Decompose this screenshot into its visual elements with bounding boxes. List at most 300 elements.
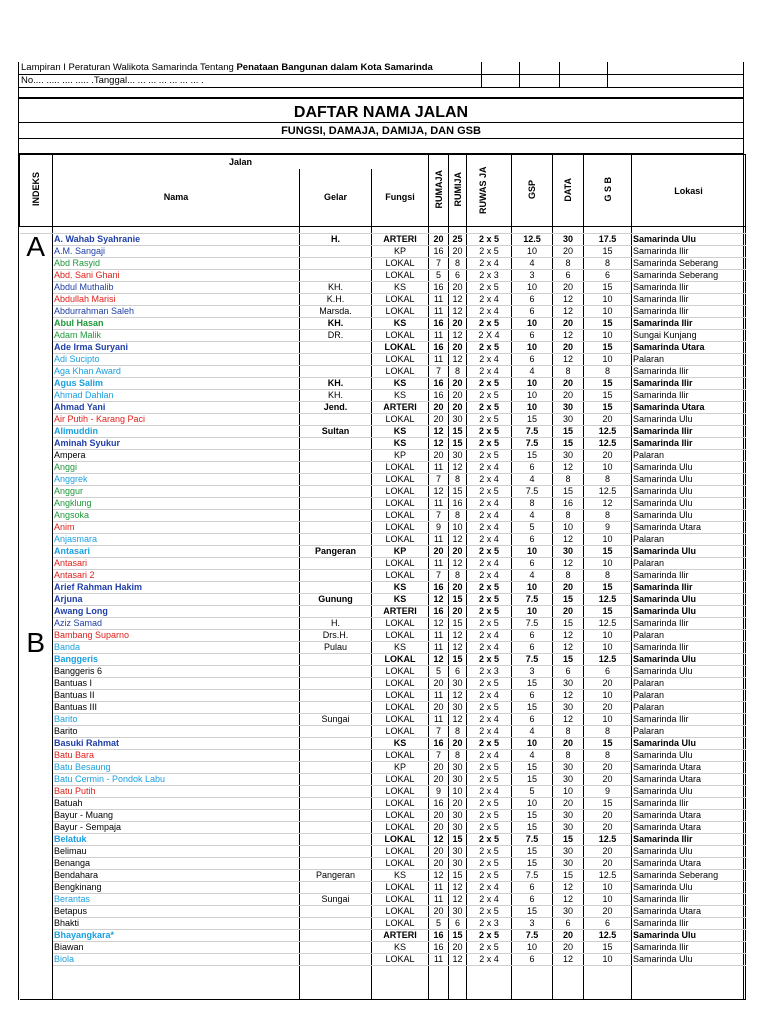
street-title: Drs.H. xyxy=(300,630,372,642)
street-name: Bantuas II xyxy=(53,690,300,702)
street-title: Sungai xyxy=(300,894,372,906)
street-name: Batu Putih xyxy=(53,786,300,798)
data-value: 12 xyxy=(553,558,584,570)
street-function: LOKAL xyxy=(372,918,429,930)
street-title xyxy=(300,690,372,702)
gsp-value: 8 xyxy=(512,498,553,510)
street-title xyxy=(300,786,372,798)
rumija-value: 20 xyxy=(449,378,467,390)
gsp-value: 10 xyxy=(512,318,553,330)
rumaja-value: 16 xyxy=(429,342,449,354)
rumaja-value: 20 xyxy=(429,450,449,462)
rumija-value: 8 xyxy=(449,258,467,270)
street-title xyxy=(300,522,372,534)
rumaja-value: 16 xyxy=(429,390,449,402)
rumija-value: 20 xyxy=(449,582,467,594)
data-value: 30 xyxy=(553,858,584,870)
ruwasja-value: 2 x 4 xyxy=(467,258,512,270)
gsp-value: 10 xyxy=(512,402,553,414)
col-fungsi: Fungsi xyxy=(372,169,429,227)
blank-cell xyxy=(449,966,467,1000)
street-title xyxy=(300,666,372,678)
data-value: 30 xyxy=(553,762,584,774)
location: Samarinda Ilir xyxy=(632,378,746,390)
table-row xyxy=(20,330,746,342)
ruwasja-value: 2 x 3 xyxy=(467,918,512,930)
data-value: 8 xyxy=(553,726,584,738)
rumaja-value: 20 xyxy=(429,846,449,858)
street-function: LOKAL xyxy=(372,522,429,534)
location: Samarinda Ilir xyxy=(632,714,746,726)
blank-cell xyxy=(20,227,53,234)
street-name: Adi Sucipto xyxy=(53,354,300,366)
rumaja-value: 7 xyxy=(429,750,449,762)
ruwasja-value: 2 x 4 xyxy=(467,366,512,378)
street-title xyxy=(300,726,372,738)
rumija-value: 12 xyxy=(449,882,467,894)
gsp-value: 4 xyxy=(512,474,553,486)
ruwasja-value: 2 x 5 xyxy=(467,606,512,618)
rumaja-value: 12 xyxy=(429,618,449,630)
ruwasja-value: 2 x 5 xyxy=(467,846,512,858)
street-rows xyxy=(20,227,746,1000)
location: Samarinda Ulu xyxy=(632,546,746,558)
gsp-value: 6 xyxy=(512,642,553,654)
table-row xyxy=(20,510,746,522)
data-value: 12 xyxy=(553,954,584,966)
rumaja-value: 20 xyxy=(429,858,449,870)
location: Samarinda Ulu xyxy=(632,606,746,618)
location: Samarinda Ulu xyxy=(632,486,746,498)
ruwasja-value: 2 x 5 xyxy=(467,378,512,390)
rumaja-value: 11 xyxy=(429,498,449,510)
street-function: LOKAL xyxy=(372,474,429,486)
street-name: Aminah Syukur xyxy=(53,438,300,450)
gsp-value: 10 xyxy=(512,606,553,618)
data-value: 6 xyxy=(553,270,584,282)
footer-row xyxy=(20,966,746,1000)
rumija-value: 20 xyxy=(449,942,467,954)
street-title xyxy=(300,450,372,462)
data-value: 12 xyxy=(553,630,584,642)
street-function: LOKAL xyxy=(372,294,429,306)
street-function: LOKAL xyxy=(372,894,429,906)
street-function: KS xyxy=(372,282,429,294)
location: Palaran xyxy=(632,558,746,570)
table-row xyxy=(20,786,746,798)
lampiran-bold-text: Penataan Bangunan dalam Kota Samarinda xyxy=(236,62,433,73)
spacer-row xyxy=(19,139,743,154)
street-function: KS xyxy=(372,582,429,594)
street-name: Angsoka xyxy=(53,510,300,522)
gsb-value: 15 xyxy=(584,378,632,390)
gsb-value: 12.5 xyxy=(584,426,632,438)
street-function: LOKAL xyxy=(372,906,429,918)
rumija-value: 6 xyxy=(449,666,467,678)
ruwasja-value: 2 x 5 xyxy=(467,414,512,426)
street-function: KS xyxy=(372,438,429,450)
data-value: 15 xyxy=(553,834,584,846)
table-row xyxy=(20,930,746,942)
rumaja-value: 12 xyxy=(429,870,449,882)
table-row xyxy=(20,918,746,930)
rumija-value: 30 xyxy=(449,678,467,690)
street-title xyxy=(300,354,372,366)
rumija-value: 8 xyxy=(449,726,467,738)
street-title xyxy=(300,678,372,690)
street-function: KS xyxy=(372,870,429,882)
data-value: 12 xyxy=(553,690,584,702)
table-row xyxy=(20,378,746,390)
location: Samarinda Ulu xyxy=(632,414,746,426)
street-title xyxy=(300,558,372,570)
street-function: LOKAL xyxy=(372,462,429,474)
street-function: LOKAL xyxy=(372,414,429,426)
ruwasja-value: 2 x 4 xyxy=(467,786,512,798)
table-row xyxy=(20,426,746,438)
gsp-value: 10 xyxy=(512,390,553,402)
blank-cell xyxy=(512,227,553,234)
gsb-value: 12 xyxy=(584,498,632,510)
nomor-tanggal-line xyxy=(19,75,743,88)
rumaja-value: 12 xyxy=(429,834,449,846)
street-name: Banggeris xyxy=(53,654,300,666)
rumaja-value: 20 xyxy=(429,546,449,558)
grid-line xyxy=(481,75,482,87)
data-value: 20 xyxy=(553,318,584,330)
rumija-value: 10 xyxy=(449,522,467,534)
location: Palaran xyxy=(632,690,746,702)
street-name: Banda xyxy=(53,642,300,654)
blank-cell xyxy=(53,227,300,234)
location: Samarinda Ulu xyxy=(632,462,746,474)
data-value: 20 xyxy=(553,582,584,594)
gsb-value: 20 xyxy=(584,810,632,822)
street-title xyxy=(300,702,372,714)
ruwasja-value: 2 x 5 xyxy=(467,906,512,918)
street-function: KS xyxy=(372,642,429,654)
title-block xyxy=(19,98,743,139)
ruwasja-value: 2 x 4 xyxy=(467,522,512,534)
blank-line xyxy=(19,88,743,98)
gsb-value: 10 xyxy=(584,306,632,318)
blank-cell xyxy=(300,227,372,234)
gsp-value: 7.5 xyxy=(512,834,553,846)
gsb-value: 15 xyxy=(584,546,632,558)
data-value: 30 xyxy=(553,774,584,786)
gsp-value: 7.5 xyxy=(512,870,553,882)
rumaja-value: 16 xyxy=(429,582,449,594)
gsb-value: 12.5 xyxy=(584,870,632,882)
gsb-value: 12.5 xyxy=(584,486,632,498)
gsp-value: 10 xyxy=(512,378,553,390)
rumaja-value: 16 xyxy=(429,282,449,294)
street-function: ARTERI xyxy=(372,606,429,618)
rumaja-value: 7 xyxy=(429,366,449,378)
street-name: Angklung xyxy=(53,498,300,510)
street-title xyxy=(300,486,372,498)
col-indeks: INDEKS xyxy=(20,155,53,227)
gsb-value: 8 xyxy=(584,570,632,582)
data-value: 30 xyxy=(553,846,584,858)
location: Samarinda Utara xyxy=(632,762,746,774)
gsb-value: 8 xyxy=(584,258,632,270)
rumaja-value: 7 xyxy=(429,474,449,486)
gsp-value: 15 xyxy=(512,414,553,426)
street-name: Bantuas III xyxy=(53,702,300,714)
col-gsb: G S B xyxy=(584,155,632,227)
street-name: Bayur - Muang xyxy=(53,810,300,822)
street-function: LOKAL xyxy=(372,858,429,870)
data-value: 15 xyxy=(553,426,584,438)
location: Samarinda Ilir xyxy=(632,282,746,294)
street-name: Abd Rasyid xyxy=(53,258,300,270)
street-function: LOKAL xyxy=(372,846,429,858)
street-name: Abdurrahman Saleh xyxy=(53,306,300,318)
location: Samarinda Ilir xyxy=(632,366,746,378)
table-row xyxy=(20,690,746,702)
rumija-value: 12 xyxy=(449,558,467,570)
table-row xyxy=(20,558,746,570)
street-title xyxy=(300,606,372,618)
street-name: Barito xyxy=(53,714,300,726)
gsp-value: 4 xyxy=(512,510,553,522)
rumaja-value: 12 xyxy=(429,654,449,666)
rumaja-value: 12 xyxy=(429,594,449,606)
rumaja-value: 11 xyxy=(429,642,449,654)
data-value: 12 xyxy=(553,462,584,474)
rumija-value: 30 xyxy=(449,858,467,870)
location: Samarinda Ulu xyxy=(632,846,746,858)
blank-cell xyxy=(53,966,300,1000)
location: Samarinda Seberang xyxy=(632,258,746,270)
ruwasja-value: 2 x 4 xyxy=(467,690,512,702)
gsp-value: 10 xyxy=(512,582,553,594)
ruwasja-value: 2 x 5 xyxy=(467,858,512,870)
street-name: Ahmad Yani xyxy=(53,402,300,414)
table-row xyxy=(20,630,746,642)
location: Samarinda Ilir xyxy=(632,798,746,810)
location: Palaran xyxy=(632,678,746,690)
page-subtitle: FUNGSI, DAMAJA, DAMIJA, DAN GSB xyxy=(19,122,743,138)
rumija-value: 30 xyxy=(449,702,467,714)
data-value: 20 xyxy=(553,378,584,390)
street-name: Barito xyxy=(53,726,300,738)
street-name: Batu Bara xyxy=(53,750,300,762)
street-name: Anim xyxy=(53,522,300,534)
location: Samarinda Ulu xyxy=(632,954,746,966)
location: Sungai Kunjang xyxy=(632,330,746,342)
street-name: Ampera xyxy=(53,450,300,462)
grid-line xyxy=(607,62,608,74)
street-title xyxy=(300,954,372,966)
rumija-value: 25 xyxy=(449,234,467,246)
col-rumija: RUMIJA xyxy=(449,155,467,227)
gsp-value: 15 xyxy=(512,762,553,774)
street-name: Bengkinang xyxy=(53,882,300,894)
table-row xyxy=(20,462,746,474)
ruwasja-value: 2 x 4 xyxy=(467,510,512,522)
rumija-value: 15 xyxy=(449,426,467,438)
rumija-value: 15 xyxy=(449,834,467,846)
location: Samarinda Ilir xyxy=(632,582,746,594)
blank-cell xyxy=(467,966,512,1000)
street-title: KH. xyxy=(300,282,372,294)
data-value: 30 xyxy=(553,402,584,414)
rumija-value: 20 xyxy=(449,546,467,558)
location: Samarinda Ilir xyxy=(632,642,746,654)
rumaja-value: 11 xyxy=(429,894,449,906)
location: Samarinda Ilir xyxy=(632,834,746,846)
gsb-value: 10 xyxy=(584,954,632,966)
rumija-value: 15 xyxy=(449,594,467,606)
rumija-value: 12 xyxy=(449,954,467,966)
rumaja-value: 16 xyxy=(429,942,449,954)
gsb-value: 10 xyxy=(584,690,632,702)
data-value: 20 xyxy=(553,390,584,402)
gsb-value: 9 xyxy=(584,786,632,798)
data-value: 15 xyxy=(553,870,584,882)
ruwasja-value: 2 x 5 xyxy=(467,762,512,774)
street-title xyxy=(300,738,372,750)
data-value: 30 xyxy=(553,450,584,462)
location: Samarinda Ulu xyxy=(632,666,746,678)
street-title xyxy=(300,246,372,258)
blank-row xyxy=(20,227,746,234)
rumija-value: 12 xyxy=(449,462,467,474)
gsb-value: 20 xyxy=(584,906,632,918)
ruwasja-value: 2 x 4 xyxy=(467,750,512,762)
index-letter: A xyxy=(20,234,53,630)
gsp-value: 4 xyxy=(512,750,553,762)
gsp-value: 10 xyxy=(512,246,553,258)
location: Samarinda Ilir xyxy=(632,390,746,402)
data-value: 8 xyxy=(553,570,584,582)
rumaja-value: 11 xyxy=(429,714,449,726)
blank-cell xyxy=(20,966,53,1000)
location: Samarinda Ulu xyxy=(632,882,746,894)
table-row xyxy=(20,906,746,918)
gsp-value: 6 xyxy=(512,690,553,702)
ruwasja-value: 2 x 4 xyxy=(467,714,512,726)
ruwasja-value: 2 x 5 xyxy=(467,486,512,498)
gsb-value: 12.5 xyxy=(584,594,632,606)
col-gsp: GSP xyxy=(512,155,553,227)
ruwasja-value: 2 x 4 xyxy=(467,570,512,582)
street-title xyxy=(300,474,372,486)
rumija-value: 20 xyxy=(449,246,467,258)
gsb-value: 8 xyxy=(584,366,632,378)
street-function: LOKAL xyxy=(372,342,429,354)
gsb-value: 20 xyxy=(584,822,632,834)
gsb-value: 15 xyxy=(584,246,632,258)
table-row xyxy=(20,774,746,786)
data-value: 30 xyxy=(553,234,584,246)
rumaja-value: 16 xyxy=(429,798,449,810)
blank-cell xyxy=(512,966,553,1000)
rumaja-value: 11 xyxy=(429,306,449,318)
gsp-value: 6 xyxy=(512,630,553,642)
ruwasja-value: 2 x 5 xyxy=(467,582,512,594)
table-row xyxy=(20,318,746,330)
street-title xyxy=(300,930,372,942)
table-row xyxy=(20,702,746,714)
location: Samarinda Ilir xyxy=(632,426,746,438)
street-name: Anggi xyxy=(53,462,300,474)
gsb-value: 15 xyxy=(584,738,632,750)
col-rumaja: RUMAJA xyxy=(429,155,449,227)
location: Samarinda Ilir xyxy=(632,618,746,630)
ruwasja-value: 2 x 5 xyxy=(467,390,512,402)
ruwasja-value: 2 x 5 xyxy=(467,774,512,786)
rumija-value: 12 xyxy=(449,690,467,702)
table-row xyxy=(20,654,746,666)
gsp-value: 7.5 xyxy=(512,654,553,666)
ruwasja-value: 2 x 5 xyxy=(467,738,512,750)
data-value: 20 xyxy=(553,930,584,942)
table-row xyxy=(20,678,746,690)
location: Samarinda Utara xyxy=(632,342,746,354)
street-name: Abul Hasan xyxy=(53,318,300,330)
table-row xyxy=(20,234,746,246)
gsp-value: 3 xyxy=(512,666,553,678)
data-value: 15 xyxy=(553,594,584,606)
street-title xyxy=(300,810,372,822)
street-function: LOKAL xyxy=(372,834,429,846)
gsp-value: 5 xyxy=(512,522,553,534)
rumija-value: 8 xyxy=(449,366,467,378)
gsp-value: 10 xyxy=(512,546,553,558)
data-value: 12 xyxy=(553,714,584,726)
street-name: A. Wahab Syahranie xyxy=(53,234,300,246)
gsb-value: 10 xyxy=(584,330,632,342)
data-value: 30 xyxy=(553,702,584,714)
table-row xyxy=(20,618,746,630)
street-name: Anjasmara xyxy=(53,534,300,546)
rumija-value: 6 xyxy=(449,270,467,282)
data-value: 30 xyxy=(553,810,584,822)
street-function: LOKAL xyxy=(372,654,429,666)
rumija-value: 30 xyxy=(449,846,467,858)
street-name: Bayur - Sempaja xyxy=(53,822,300,834)
location: Palaran xyxy=(632,450,746,462)
table-row xyxy=(20,738,746,750)
street-function: LOKAL xyxy=(372,486,429,498)
rumaja-value: 11 xyxy=(429,354,449,366)
street-name: Awang Long xyxy=(53,606,300,618)
table-row xyxy=(20,366,746,378)
data-value: 6 xyxy=(553,918,584,930)
street-name: Basuki Rahmat xyxy=(53,738,300,750)
location: Samarinda Ilir xyxy=(632,570,746,582)
ruwasja-value: 2 X 4 xyxy=(467,330,512,342)
table-row xyxy=(20,450,746,462)
street-title xyxy=(300,798,372,810)
ruwasja-value: 2 x 3 xyxy=(467,666,512,678)
street-title xyxy=(300,570,372,582)
street-function: LOKAL xyxy=(372,354,429,366)
street-function: LOKAL xyxy=(372,258,429,270)
street-title: Marsda. xyxy=(300,306,372,318)
street-table xyxy=(19,154,746,1000)
blank-cell xyxy=(449,227,467,234)
location: Samarinda Ilir xyxy=(632,438,746,450)
data-value: 15 xyxy=(553,654,584,666)
rumaja-value: 20 xyxy=(429,402,449,414)
street-title xyxy=(300,342,372,354)
gsb-value: 15 xyxy=(584,390,632,402)
gsp-value: 15 xyxy=(512,858,553,870)
